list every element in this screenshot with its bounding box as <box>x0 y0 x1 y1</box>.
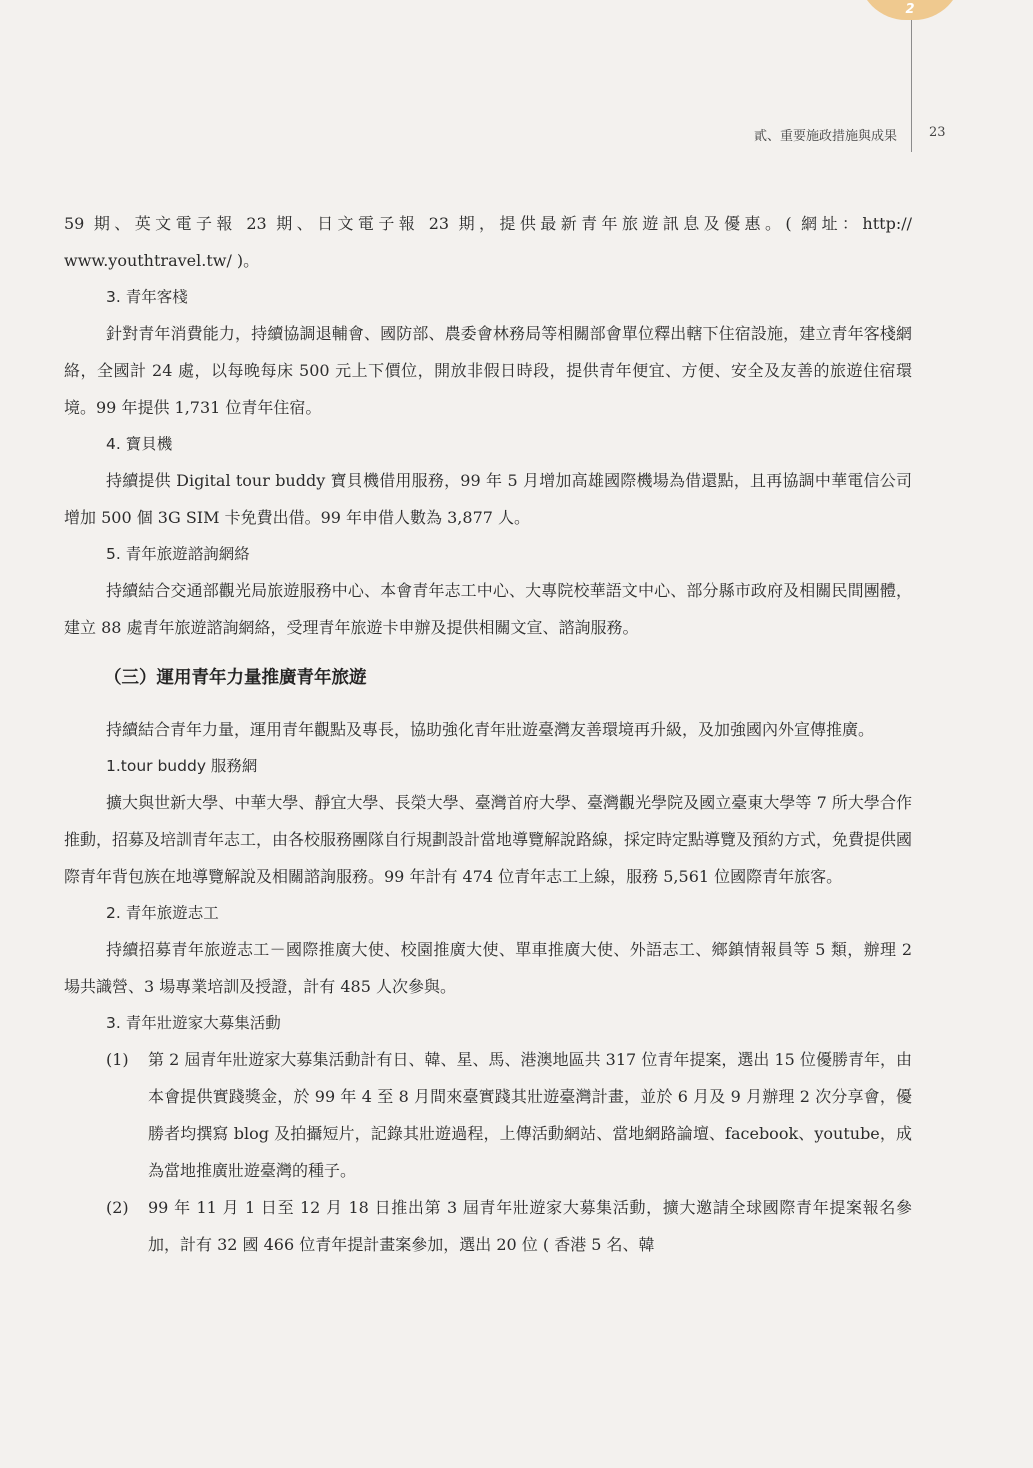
list-item <box>64 1189 912 1263</box>
intro-paragraph: 59 期、英文電子報 23 期、日文電子報 23 期，提供最新青年旅遊訊息及優惠。( 網址：http:// www.youthtravel.tw/ )。 <box>64 214 912 270</box>
section-intro-youth-power: 持續結合青年力量，運用青年觀點及專長，協助強化青年壯遊臺灣友善環境再升級，及加強國內外宣傳推廣。 <box>106 720 875 739</box>
item-text-travel-volunteers: 持續招募青年旅遊志工－國際推廣大使、校園推廣大使、單車推廣大使、外語志工、鄉鎮情報員等 5 類，辦理 2 場共識營、3 場專業培訓及授證，計有 485 人次參與。 <box>64 940 912 996</box>
list-item-number: (1) <box>106 1050 129 1069</box>
item-heading-tour-buddy-service: 1.tour buddy 服務網 <box>106 757 258 775</box>
item-text-tour-buddy-service: 擴大與世新大學、中華大學、靜宜大學、長榮大學、臺灣首府大學、臺灣觀光學院及國立臺東大學等 7 所大學合作推動，招募及培訓青年志工，由各校服務團隊自行規劃設計當地導覽解說路線，採定時定點導覽及預約方式，免費提供國際青年背包族在地導覽解說及相關諮詢服務。99 年計有 474 位青年志工上線，服務 5,561 位國際青年旅客。 <box>64 793 913 886</box>
item-heading-travel-volunteers: 2. 青年旅遊志工 <box>106 904 219 922</box>
section-heading-youth-power: （三）運用青年力量推廣青年旅遊 <box>104 668 367 688</box>
header-divider <box>911 20 912 152</box>
chapter-tab-number: 2 <box>905 2 915 17</box>
chapter-tab <box>858 0 962 20</box>
item-heading-youth-hostel: 3. 青年客棧 <box>106 288 188 306</box>
page-number: 23 <box>929 125 946 140</box>
item-heading-explorer-campaign: 3. 青年壯遊家大募集活動 <box>106 1014 281 1032</box>
list-item-text: 99 年 11 月 1 日至 12 月 18 日推出第 3 屆青年壯遊家大募集活動，擴大邀請全球國際青年提案報名參加，計有 32 國 466 位青年提計畫案參加，選出 20 位 ( 香港 5 名、韓 <box>148 1198 912 1254</box>
item-text-youth-hostel: 針對青年消費能力，持續協調退輔會、國防部、農委會林務局等相關部會單位釋出轄下住宿設施，建立青年客棧網絡，全國計 24 處，以每晚每床 500 元上下價位，開放非假日時段，提供青年便宜、方便、安全及友善的旅遊住宿環境。99 年提供 1,731 位青年住宿。 <box>64 324 912 417</box>
list-item <box>64 1041 912 1189</box>
page-body <box>64 205 912 1263</box>
item-heading-consulting-network: 5. 青年旅遊諮詢網絡 <box>106 545 250 563</box>
list-item-number: (2) <box>106 1198 129 1217</box>
list-item-text: 第 2 屆青年壯遊家大募集活動計有日、韓、星、馬、港澳地區共 317 位青年提案，選出 15 位優勝青年，由本會提供實踐獎金，於 99 年 4 至 8 月間來臺實踐其壯遊臺灣計畫，並於 6 月及 9 月辦理 2 次分享會，優勝者均撰寫 blog 及拍攝短片，記錄其壯遊過程，上傳活動網站、當地網路論壇、facebook、youtube，成為當地推廣壯遊臺灣的種子。 <box>148 1050 912 1180</box>
item-text-consulting-network: 持續結合交通部觀光局旅遊服務中心、本會青年志工中心、大專院校華語文中心、部分縣市政府及相關民間團體，建立 88 處青年旅遊諮詢網絡，受理青年旅遊卡申辦及提供相關文宣、諮詢服務。 <box>64 581 912 637</box>
item-text-tour-buddy-device: 持續提供 Digital tour buddy 寶貝機借用服務，99 年 5 月增加高雄國際機場為借還點，且再協調中華電信公司增加 500 個 3G SIM 卡免費出借。99 年申借人數為 3,877 人。 <box>64 471 912 527</box>
item-heading-tour-buddy-device: 4. 寶貝機 <box>106 435 173 453</box>
running-header-section: 貳、重要施政措施與成果 <box>753 129 897 144</box>
